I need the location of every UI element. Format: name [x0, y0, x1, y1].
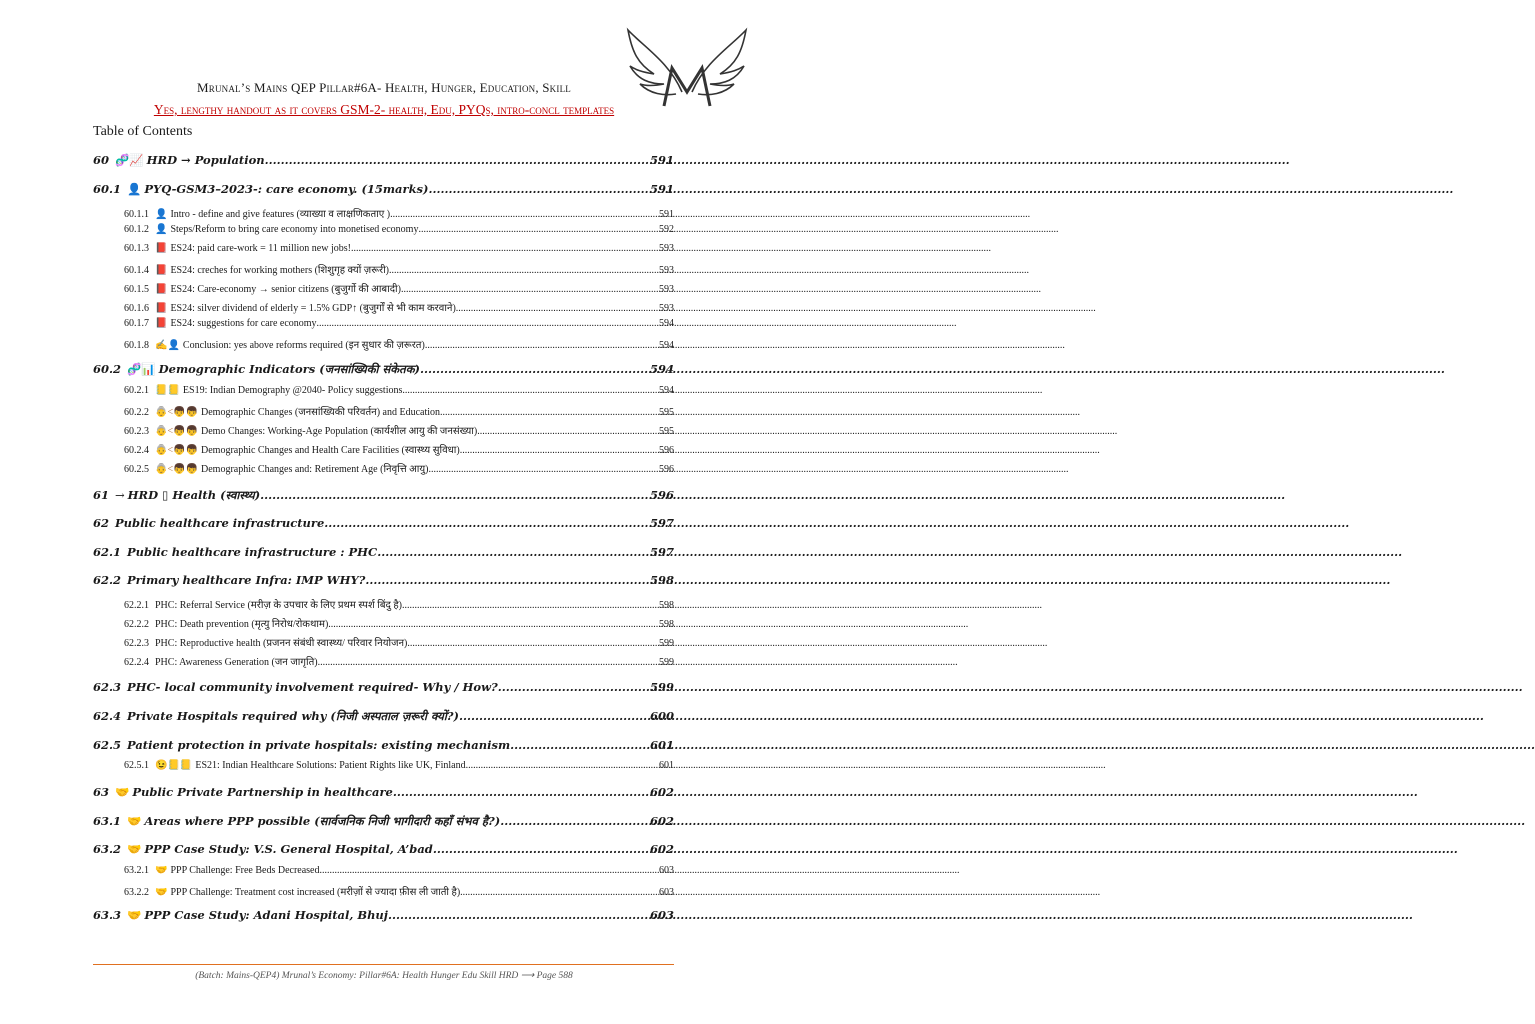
elder-youth-icon: 👵<👦👦 — [155, 464, 198, 475]
toc-page-number: 595 — [659, 426, 674, 437]
toc-entry-60-1[interactable] — [93, 182, 674, 196]
toc-number: 62.5 — [93, 738, 122, 752]
toc-number: 63.2.1 — [124, 865, 149, 876]
toc-number: 61 — [93, 488, 110, 502]
toc-entry-63-2-2[interactable] — [124, 884, 674, 898]
toc-page-number: 592 — [659, 224, 674, 235]
leader-dots — [402, 600, 657, 611]
toc-title-text: Demographic Changes and: Retirement Age (निवृत्ति आयु) — [201, 464, 429, 475]
toc-title-text: Conclusion: yes above reforms required (इन सुधार की ज़रूरत) — [182, 340, 425, 351]
footer-divider — [93, 964, 674, 965]
book-icon: 📕 — [155, 243, 168, 254]
toc-page-number: 591 — [649, 153, 674, 167]
toc-entry-62[interactable] — [93, 516, 674, 530]
toc-page-number: 603 — [659, 887, 674, 898]
toc-number: 60.1.7 — [124, 318, 149, 329]
handshake-icon: 🤝 — [155, 865, 168, 876]
toc-title-text: PHC: Death prevention (मृत्यु निरोध/रोकथाम) — [155, 619, 329, 630]
book-icon: 📕 — [155, 284, 168, 295]
handout-header-subtitle: Yes, lengthy handout as it covers GSM-2- health, Edu, PYQs, intro-concl templates — [153, 102, 615, 117]
toc-entry-63-3[interactable] — [93, 908, 674, 922]
toc-number: 62.2 — [93, 573, 122, 587]
handshake-icon: 🤝 — [155, 887, 168, 898]
toc-entry-60-2-5[interactable] — [124, 461, 674, 475]
book-icon: 📕 — [155, 303, 168, 314]
toc-number: 60.1.8 — [124, 340, 149, 351]
toc-entry-60-2-2[interactable] — [124, 404, 674, 418]
toc-entry-60-1-7[interactable] — [124, 318, 674, 329]
leader-dots — [265, 153, 648, 167]
leader-dots — [433, 842, 648, 856]
toc-entry-62-2-2[interactable] — [124, 616, 674, 630]
toc-title-text: Demographic Changes (जनसांख्यिकी परिवर्तन) and Education — [201, 407, 441, 418]
toc-entry-60-1-5[interactable] — [124, 281, 674, 295]
toc-entry-61[interactable] — [93, 488, 674, 503]
toc-page-number: 595 — [659, 407, 674, 418]
elder-youth-icon: 👵<👦👦 — [155, 407, 198, 418]
toc-page-number: 594 — [659, 340, 674, 351]
mrunal-wings-logo — [624, 22, 750, 110]
toc-number: 63.1 — [93, 814, 122, 828]
toc-number: 60.1.3 — [124, 243, 149, 254]
toc-title-text: ES21: Indian Healthcare Solutions: Patient Rights like UK, Finland — [195, 760, 466, 771]
leader-dots — [401, 284, 657, 295]
toc-page-number: 594 — [659, 385, 674, 396]
toc-entry-63-2-1[interactable] — [124, 865, 674, 876]
arrow-right-icon: → — [115, 488, 125, 502]
toc-title-text: Areas where PPP possible (सार्वजनिक निजी भागीदारी कहाँ संभव है?) — [144, 814, 501, 828]
toc-entry-62-4[interactable] — [93, 709, 674, 724]
leader-dots — [320, 865, 658, 876]
toc-number: 60.1.1 — [124, 209, 149, 220]
toc-title-text: PPP Case Study: Adani Hospital, Bhuj — [144, 908, 388, 922]
toc-entry-62-2-1[interactable] — [124, 597, 674, 611]
writing-hand-icon: ✍👤 — [155, 340, 180, 351]
toc-title-text: Public healthcare infrastructure : PHC — [127, 545, 378, 559]
toc-entry-60-1-8[interactable] — [124, 337, 674, 351]
toc-page-number: 602 — [649, 842, 674, 856]
toc-title-text: ES19: Indian Demography @2040- Policy suggestions — [182, 385, 403, 396]
toc-page-number: 598 — [659, 600, 674, 611]
toc-page-number: 594 — [659, 318, 674, 329]
toc-entry-60-1-4[interactable] — [124, 262, 674, 276]
toc-entry-60-1-1[interactable] — [124, 206, 674, 220]
leader-dots — [498, 680, 648, 694]
leader-dots — [402, 385, 657, 396]
toc-page-number: 603 — [659, 865, 674, 876]
toc-title-text: ES24: Care-economy → senior citizens (बुजुर्गो की आबादी) — [170, 284, 401, 295]
toc-number: 63.2 — [93, 842, 122, 856]
leader-dots — [351, 243, 657, 254]
toc-entry-60[interactable] — [93, 153, 674, 167]
toc-title-text: Demographic Changes and Health Care Facilities (स्वास्थ्य सुविधा) — [201, 445, 460, 456]
toc-title-text: PPP Challenge: Treatment cost increased (मरीज़ों से ज्यादा फ़ीस ली जाती है) — [170, 887, 461, 898]
leader-dots — [429, 464, 658, 475]
toc-title-text: Public Private Partnership in healthcare — [132, 785, 393, 799]
handshake-icon: 🤝 — [127, 842, 142, 856]
toc-page-number: 601 — [649, 738, 674, 752]
toc-entry-60-1-6[interactable] — [124, 300, 674, 314]
leader-dots — [318, 657, 657, 668]
toc-page-number: 593 — [659, 243, 674, 254]
toc-title-text: PYQ-GSM3–2023-: care economy. (15marks) — [144, 182, 429, 196]
toc-number: 62.3 — [93, 680, 122, 694]
toc-number: 62.5.1 — [124, 760, 149, 771]
leader-dots — [365, 573, 648, 587]
toc-page-number: 599 — [659, 638, 674, 649]
toc-entry-62-5-1[interactable] — [124, 760, 674, 771]
toc-title-text: HRD → Population — [146, 153, 265, 167]
toc-page-number: 601 — [659, 760, 674, 771]
leader-dots — [407, 638, 657, 649]
toc-page-number: 594 — [649, 362, 674, 376]
book-icon: 📕 — [155, 265, 168, 276]
toc-page-number: 598 — [659, 619, 674, 630]
toc-number: 60.1 — [93, 182, 122, 196]
handout-header-title: Mrunal’s Mains QEP Pillar#6A- Health, Hunger, Education, Skill — [197, 80, 571, 95]
leader-dots — [460, 887, 657, 898]
toc-title-text: PHC: Awareness Generation (जन जागृति) — [155, 657, 318, 668]
toc-entry-62-5[interactable] — [93, 738, 674, 752]
toc-page-number: 596 — [659, 445, 674, 456]
toc-title-text: Demographic Indicators (जनसांख्यिकी संकेतक) — [158, 362, 420, 376]
handshake-icon: 🤝 — [127, 908, 142, 922]
toc-number: 62 — [93, 516, 110, 530]
toc-title-text: Primary healthcare Infra: IMP WHY? — [127, 573, 366, 587]
person-icon: 👤 — [155, 209, 168, 220]
leader-dots — [425, 340, 657, 351]
toc-title-text: ES24: paid care-work = 11 million new jobs! — [170, 243, 351, 254]
toc-number: 62.2.1 — [124, 600, 149, 611]
leader-dots — [377, 545, 648, 559]
toc-entry-62-2-4[interactable] — [124, 654, 674, 668]
toc-number: 60.1.5 — [124, 284, 149, 295]
handshake-icon: 🤝 — [115, 785, 130, 799]
toc-entry-63-2[interactable] — [93, 842, 674, 856]
leader-dots — [328, 619, 657, 630]
toc-page-number: 602 — [649, 814, 674, 828]
toc-number: 60.1.2 — [124, 224, 149, 235]
leader-dots — [393, 785, 648, 799]
toc-page-number: 596 — [649, 488, 674, 502]
book-icon: 📕 — [155, 318, 168, 329]
toc-entry-63[interactable] — [93, 785, 674, 799]
leader-dots — [260, 488, 648, 502]
leader-dots — [459, 709, 648, 723]
toc-page-number: 597 — [649, 516, 674, 530]
toc-title-text: PPP Case Study: V.S. General Hospital, A’bad — [144, 842, 433, 856]
toc-entry-60-2-4[interactable] — [124, 442, 674, 456]
toc-title-text: Intro - define and give features (व्याख्या व लाक्षणिकताए ) — [170, 209, 391, 220]
toc-number: 60.1.6 — [124, 303, 149, 314]
toc-number: 60.2.4 — [124, 445, 149, 456]
toc-page-number: 593 — [659, 303, 674, 314]
person-icon: 👤 — [127, 182, 142, 196]
toc-page-number: 603 — [649, 908, 674, 922]
toc-number: 60.2.3 — [124, 426, 149, 437]
toc-title: Table of Contents — [93, 124, 193, 139]
toc-page-number: 602 — [649, 785, 674, 799]
toc-entry-60-1-2[interactable] — [124, 224, 674, 235]
toc-page-number: 593 — [659, 265, 674, 276]
toc-title-text: PHC: Reproductive health (प्रजनन संबंधी स्वास्थ्य/ परिवार नियोजन) — [155, 638, 408, 649]
leader-dots — [466, 760, 657, 771]
leader-dots — [510, 738, 648, 752]
leader-dots — [456, 303, 657, 314]
toc-entry-60-1-3[interactable] — [124, 243, 674, 254]
toc-entry-62-2[interactable] — [93, 573, 674, 587]
toc-entry-62-1[interactable] — [93, 545, 674, 559]
toc-entry-60-2[interactable] — [93, 362, 674, 377]
leader-dots — [324, 516, 648, 530]
leader-dots — [390, 209, 657, 220]
toc-page-number: 593 — [659, 284, 674, 295]
toc-title-text: PPP Challenge: Free Beds Decreased — [170, 865, 320, 876]
dna-chart-icon: 🧬📈 — [115, 153, 144, 167]
toc-number: 62.2.2 — [124, 619, 149, 630]
toc-title-text: Steps/Reform to bring care economy into monetised economy — [170, 224, 419, 235]
toc-entry-60-2-1[interactable] — [124, 385, 674, 396]
toc-title-text: Demo Changes: Working-Age Population (कार्यशील आयु की जनसंख्या) — [201, 426, 478, 437]
elder-youth-icon: 👵<👦👦 — [155, 445, 198, 456]
toc-number: 62.2.4 — [124, 657, 149, 668]
toc-number: 63 — [93, 785, 110, 799]
toc-title-text: ES24: suggestions for care economy — [170, 318, 317, 329]
leader-dots — [389, 265, 657, 276]
toc-entry-63-1[interactable] — [93, 814, 674, 829]
toc-number: 60.1.4 — [124, 265, 149, 276]
toc-title-text: Private Hospitals required why (निजी अस्पताल ज़रूरी क्यों?) — [127, 709, 459, 723]
leader-dots — [428, 182, 648, 196]
leader-dots — [420, 362, 648, 376]
toc-number: 60.2.2 — [124, 407, 149, 418]
wink-notebook-icon: 😉📒📒 — [155, 760, 193, 771]
toc-title-text: ES24: silver dividend of elderly = 1.5% GDP↑ (बुजुर्गों से भी काम करवाने) — [170, 303, 456, 314]
toc-entry-60-2-3[interactable] — [124, 423, 674, 437]
person-icon: 👤 — [155, 224, 168, 235]
toc-page-number: 600 — [649, 709, 674, 723]
toc-entry-62-2-3[interactable] — [124, 635, 674, 649]
toc-page-number: 599 — [649, 680, 674, 694]
leader-dots — [418, 224, 657, 235]
toc-entry-62-3[interactable] — [93, 680, 674, 694]
toc-number: 62.2.3 — [124, 638, 149, 649]
toc-page-number: 597 — [649, 545, 674, 559]
toc-number: 62.1 — [93, 545, 122, 559]
notebook-icon: 📒📒 — [155, 385, 180, 396]
toc-title-text: HRD ▯ Health (स्वास्थ्य) — [127, 488, 261, 502]
toc-title-text: Public healthcare infrastructure — [115, 516, 325, 530]
page-footer: (Batch: Mains-QEP4) Mrunal’s Economy: Pillar#6A: Health Hunger Edu Skill HRD ⟶ Page 588 — [195, 971, 573, 981]
toc-page-number: 591 — [649, 182, 674, 196]
leader-dots — [460, 445, 657, 456]
toc-title-text: PHC- local community involvement required- Why / How? — [127, 680, 498, 694]
elder-youth-icon: 👵<👦👦 — [155, 426, 198, 437]
toc-number: 60.2.1 — [124, 385, 149, 396]
toc-number: 60.2 — [93, 362, 122, 376]
leader-dots — [440, 407, 657, 418]
leader-dots — [477, 426, 657, 437]
leader-dots — [317, 318, 657, 329]
toc-page-number: 599 — [659, 657, 674, 668]
leader-dots — [388, 908, 648, 922]
toc-title-text: ES24: creches for working mothers (शिशुगृह क्यों ज़रूरी) — [170, 265, 389, 276]
toc-page-number: 591 — [659, 209, 674, 220]
toc-title-text: PHC: Referral Service (मरीज़ के उपचार के लिए प्रथम स्पर्श बिंदु है) — [155, 600, 403, 611]
toc-number: 63.2.2 — [124, 887, 149, 898]
toc-page-number: 598 — [649, 573, 674, 587]
toc-number: 62.4 — [93, 709, 122, 723]
dna-chart-icon: 🧬📊 — [127, 362, 156, 376]
handshake-icon: 🤝 — [127, 814, 142, 828]
toc-number: 60.2.5 — [124, 464, 149, 475]
toc-number: 63.3 — [93, 908, 122, 922]
toc-page-number: 596 — [659, 464, 674, 475]
toc-number: 60 — [93, 153, 110, 167]
toc-title-text: Patient protection in private hospitals: existing mechanism — [127, 738, 511, 752]
leader-dots — [500, 814, 648, 828]
